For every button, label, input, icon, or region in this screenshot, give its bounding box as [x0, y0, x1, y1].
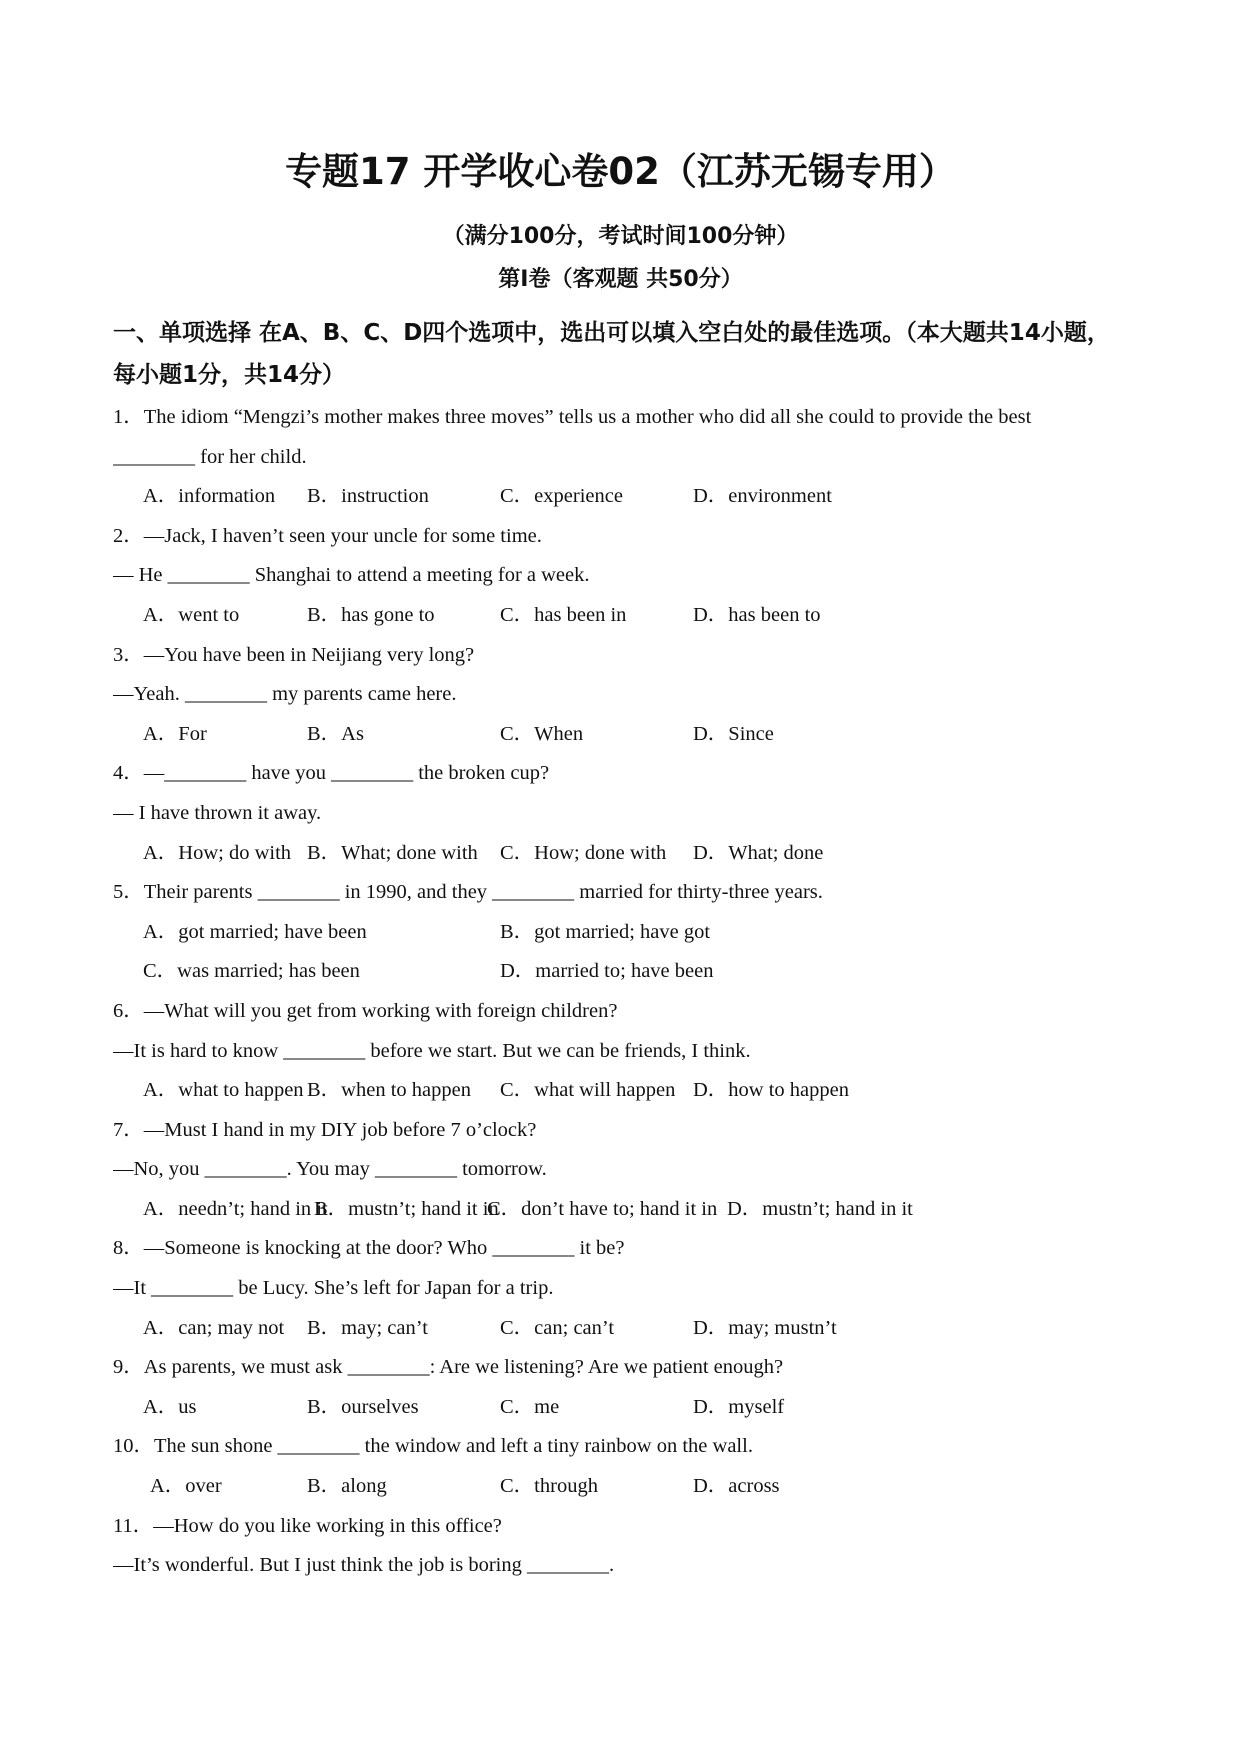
question-11: [113, 1507, 1143, 1586]
question-text: 5．Their parents ________ in 1990, and they ________ married for thirty-three years.: [113, 881, 823, 904]
question-text: 9．As parents, we must ask ________: Are we listening? Are we patient enough?: [113, 1356, 784, 1379]
question-8: [113, 1229, 1143, 1348]
option-row: [113, 596, 1143, 636]
question-text: 6．—What will you get from working with foreign children?: [113, 999, 618, 1022]
option-d: D．environment: [693, 485, 832, 508]
question-text: 4．—________ have you ________ the broken cup?: [113, 762, 550, 785]
option-d: D．how to happen: [693, 1079, 850, 1102]
option-row: [113, 834, 1143, 874]
option-row: [113, 477, 1143, 517]
question-1: [113, 398, 1143, 517]
option-row: [113, 952, 1143, 992]
option-a: A．needn’t; hand in it: [143, 1197, 328, 1220]
option-row: [113, 1388, 1143, 1428]
question-text: —Yeah. ________ my parents came here.: [113, 683, 457, 706]
option-row: [113, 913, 1143, 953]
option-b: B．mustn’t; hand it in: [314, 1197, 499, 1220]
question-text: 2．—Jack, I haven’t seen your uncle for some time.: [113, 524, 542, 547]
question-9: [113, 1348, 1143, 1427]
option-b: B．has gone to: [307, 603, 435, 626]
option-d: D．myself: [693, 1395, 785, 1418]
option-c: C．through: [500, 1475, 598, 1498]
option-b: B．instruction: [307, 485, 429, 508]
question-text: — I have thrown it away.: [113, 801, 322, 824]
option-b: B．when to happen: [307, 1079, 471, 1102]
option-c: C．experience: [500, 485, 623, 508]
option-d: D．Since: [693, 722, 774, 745]
question-5: [113, 873, 1143, 992]
option-b: B．ourselves: [307, 1395, 419, 1418]
option-d: D．What; done: [693, 841, 824, 864]
question-text: 7．—Must I hand in my DIY job before 7 o’clock?: [113, 1118, 537, 1141]
option-c: C．me: [500, 1395, 560, 1418]
option-row: [113, 1190, 1143, 1230]
option-row: [113, 1467, 1143, 1507]
question-text: 8．—Someone is knocking at the door? Who ________ it be?: [113, 1237, 625, 1260]
option-d: D．mustn’t; hand in it: [727, 1197, 913, 1220]
question-10: [113, 1427, 1143, 1506]
option-row: [113, 715, 1143, 755]
question-6: [113, 992, 1143, 1111]
option-d: D．across: [693, 1475, 780, 1498]
question-text: —It is hard to know ________ before we start. But we can be friends, I think.: [113, 1039, 751, 1062]
question-text: — He ________ Shanghai to attend a meeting for a week.: [113, 564, 590, 587]
volume-title: 第I卷（客观题 共50分）: [498, 267, 743, 292]
option-c: C．what will happen: [500, 1079, 676, 1102]
option-a: A．what to happen: [143, 1079, 304, 1102]
question-text: —It ________ be Lucy. She’s left for Japan for a trip.: [113, 1277, 554, 1300]
question-text: 3．—You have been in Neijiang very long?: [113, 643, 475, 666]
page-title: 专题17 开学收心卷02（江苏无锡专用）: [285, 150, 956, 193]
question-text: ________ for her child.: [113, 445, 307, 468]
question-text: 10．The sun shone ________ the window and left a tiny rainbow on the wall.: [113, 1435, 753, 1458]
option-d: D．has been to: [693, 603, 821, 626]
question-2: [113, 517, 1143, 636]
option-c: C．don’t have to; hand it in: [487, 1197, 718, 1220]
option-c: C．How; done with: [500, 841, 667, 864]
option-a: A．got married; have been: [143, 920, 367, 943]
option-c: C．When: [500, 722, 584, 745]
option-d: D．may; mustn’t: [693, 1316, 837, 1339]
option-a: A．information: [143, 485, 276, 508]
question-text: —No, you ________. You may ________ tomorrow.: [113, 1158, 547, 1181]
option-row: [113, 1309, 1143, 1349]
section-heading: 一、单项选择 在A、B、C、D四个选项中，选出可以填入空白处的最佳选项。（本大题共14小题，每小题1分，共14分）: [113, 320, 1110, 388]
option-a: A．over: [150, 1475, 222, 1498]
option-a: A．us: [143, 1395, 197, 1418]
option-c: C．was married; has been: [143, 960, 360, 983]
question-text: 1．The idiom “Mengzi’s mother makes three moves” tells us a mother who did all she could to provide the best: [113, 406, 1032, 428]
question-text: —It’s wonderful. But I just think the job is boring ________.: [113, 1554, 615, 1577]
option-d: D．married to; have been: [500, 960, 714, 983]
option-a: A．How; do with: [143, 841, 292, 864]
question-list: [113, 398, 1143, 1586]
option-c: C．has been in: [500, 603, 627, 626]
option-b: B．As: [307, 722, 364, 745]
question-text: 11．—How do you like working in this office?: [113, 1514, 502, 1537]
exam-info: （满分100分，考试时间100分钟）: [442, 224, 799, 249]
option-a: A．went to: [143, 603, 240, 626]
option-b: B．along: [307, 1475, 387, 1498]
option-row: [113, 1071, 1143, 1111]
option-b: B．got married; have got: [500, 920, 711, 943]
option-b: B．What; done with: [307, 841, 478, 864]
option-c: C．can; can’t: [500, 1316, 615, 1339]
option-a: A．For: [143, 722, 207, 745]
question-4: [113, 754, 1143, 873]
option-a: A．can; may not: [143, 1316, 285, 1339]
option-b: B．may; can’t: [307, 1316, 428, 1339]
question-7: [113, 1111, 1143, 1230]
question-3: [113, 636, 1143, 755]
